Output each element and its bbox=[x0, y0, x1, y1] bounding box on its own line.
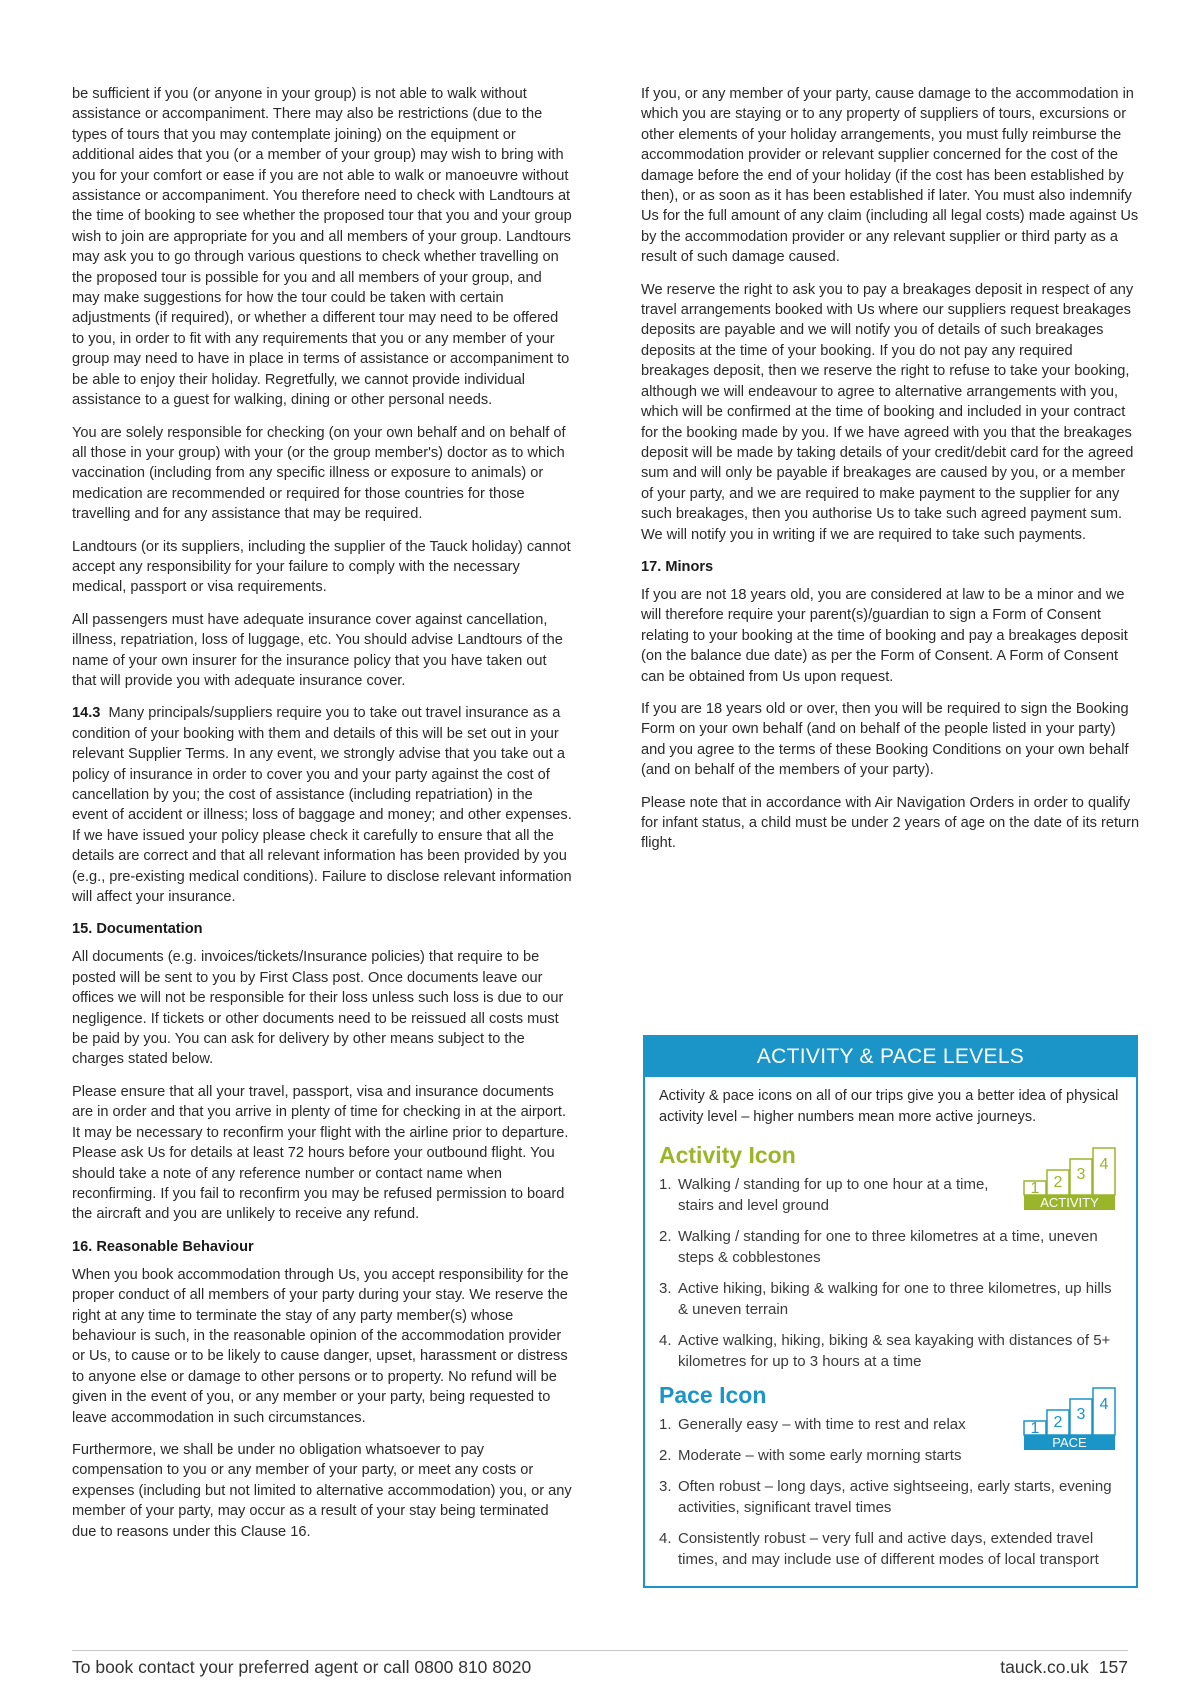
paragraph: be sufficient if you (or anyone in your group) is not able to walk without assistance or accompaniment. There may also be restrictions (due to the types of tours that you may contemplate joining) on the equipment or additional aides that you (or a member of your group) may wish to bring with you for your comfort or ease if you are not able to walk or manoeuvre without assistance or accompaniment. You therefore need to check with Landtours at the time of booking to see whether the proposed tour that you and your group wish to join are appropriate for you and all members of your group. Landtours may ask you to go through various questions to check whether travelling on the proposed tour is possible for you and all members of your group, and may make suggestions for how the tour could be taken with certain adjustments (if required), or whether a different tour may need to be offered to you, in order to fit with any requirements that you or any member of your group may need to have in place in terms of assistance or accompaniment to be able to enjoy their holiday. Regretfully, we cannot provide individual assistance to a guest for walking, dining or other personal needs. bbox=[72, 86, 572, 409]
list-item: 1. Walking / standing for up to one hour at a time, stairs and level ground bbox=[659, 1176, 989, 1214]
paragraph: Please ensure that all your travel, passport, visa and insurance documents are in order and that you arrive in plenty of time for checking in at the airport. It may be necessary to reconfirm your flight with the airline prior to departure. Please ask Us for details at least 72 hours before your outbound flight. You should take a note of any reference number or contact name when reconfirming. If you fail to reconfirm you may be refused permission to board the aircraft and you are unlikely to receive any refund. bbox=[72, 1083, 569, 1223]
list-item: 4. Active walking, hiking, biking & sea kayaking with distances of 5+ kilometres for up to 3 hours at a time bbox=[659, 1332, 1111, 1370]
list-item: 3. Active hiking, biking & walking for one to three kilometres, up hills & uneven terrain bbox=[659, 1280, 1112, 1318]
clause-text: Many principals/suppliers require you to take out travel insurance as a condition of your booking with them and details of this will be set out in your relevant Supplier Terms. In any event, we strongly advise that you take out a policy of insurance in order to cover you and your party against the cost of cancellation by you; the cost of assistance (including repatriation) in the event of accident or illness; loss of baggage and money; and other expenses. If we have issued your policy please check it carefully to ensure that all the details are correct and that all relevant information has been provided by you (e.g., pre-existing medical conditions). Failure to disclose relevant information will affect your insurance. bbox=[72, 705, 572, 906]
section-heading-documentation: 15. Documentation bbox=[72, 921, 203, 938]
pace-level-icon bbox=[1022, 1387, 1118, 1451]
badge-number: 4 bbox=[1099, 1396, 1109, 1413]
paragraph: Furthermore, we shall be under no obligation whatsoever to pay compensation to you or any member of your party, or meet any costs or expenses (including but not limited to alternative accommodation) you, or any member of your party, may occur as a result of your stay being terminated due to reasons under this Clause 16. bbox=[72, 1441, 572, 1540]
right-column bbox=[641, 84, 1141, 866]
footer-right bbox=[1000, 1657, 1128, 1678]
pace-icon-title: Pace Icon bbox=[659, 1382, 767, 1408]
activity-pace-box bbox=[643, 1035, 1138, 1588]
footer-divider bbox=[72, 1650, 1128, 1651]
paragraph: If you are not 18 years old, you are considered at law to be a minor and we will therefore require your parent(s)/guardian to sign a Form of Consent relating to your booking at the time of booking and pay a breakages deposit (on the balance due date) as per the Form of Consent. A Form of Consent can be obtained from Us upon request. bbox=[641, 586, 1128, 685]
footer-contact: To book contact your preferred agent or call 0800 810 8020 bbox=[72, 1657, 532, 1677]
paragraph: When you book accommodation through Us, you accept responsibility for the proper conduct of all members of your party during your stay. We reserve the right at any time to terminate the stay of any party member(s) whose behaviour is such, in the reasonable opinion of the accommodation provider or Us, to cause or to be likely to cause danger, upset, harassment or distress to anyone else or damage to other persons or to property. No refund will be given in the event of you, or any member or your party, being requested to leave accommodation in such circumstances. bbox=[72, 1266, 569, 1426]
paragraph: Landtours (or its suppliers, including the supplier of the Tauck holiday) cannot accept any responsibility for your failure to comply with the necessary medical, passport or visa requirements. bbox=[72, 538, 571, 596]
list-item: 2. Walking / standing for one to three kilometres at a time, uneven steps & cobblestones bbox=[659, 1228, 1098, 1266]
activity-icon-title: Activity Icon bbox=[659, 1142, 796, 1168]
paragraph: All passengers must have adequate insurance cover against cancellation, illness, repatriation, loss of luggage, etc. You should advise Landtours of the name of your own insurer for the insurance policy that you have taken out that will provide you with adequate insurance cover. bbox=[72, 611, 563, 689]
paragraph: We reserve the right to ask you to pay a breakages deposit in respect of any travel arrangements booked with Us where our suppliers request breakages deposits are payable and we will notify you of details of such breakages deposits at the time of your booking. If you do not pay any required breakages deposit, then we reserve the right to refuse to take your booking, although we will endeavour to agree to alternative arrangements with you, which will be confirmed at the time of booking and included in your contract for the booking made by you. If we have agreed with you that the breakages deposit will be made by taking details of your credit/debit card for the agreed sum and will only be payable if breakages are caused by you, or a member of your party, and we are required to make payment to the supplier for any such breakages, then you authorise Us to take such agreed payment sum. We will notify you in writing if we are required to take such payments. bbox=[641, 281, 1134, 543]
page-number: 157 bbox=[1098, 1657, 1128, 1677]
activity-level-icon bbox=[1022, 1147, 1118, 1211]
paragraph-14-3 bbox=[72, 703, 572, 907]
badge-number: 3 bbox=[1076, 1406, 1086, 1423]
paragraph: If you are 18 years old or over, then you will be required to sign the Booking Form on your own behalf (and on behalf of the people listed in your party) and you agree to the terms of these Booking Conditions on your own behalf (and on behalf of the members of your party). bbox=[641, 700, 1129, 779]
badge-number: 1 bbox=[1030, 1420, 1040, 1437]
list-item: 1. Generally easy – with time to rest and relax bbox=[659, 1416, 966, 1433]
badge-label: ACTIVITY bbox=[1040, 1195, 1099, 1210]
box-intro: Activity & pace icons on all of our trips give you a better idea of physical activity level – higher numbers mean more active journeys. bbox=[659, 1088, 1119, 1125]
left-column bbox=[72, 84, 572, 1554]
badge-number: 4 bbox=[1099, 1156, 1109, 1173]
list-item: 3. Often robust – long days, active sightseeing, early starts, evening activities, significant travel times bbox=[659, 1478, 1112, 1516]
paragraph: Please note that in accordance with Air Navigation Orders in order to qualify for infant status, a child must be under 2 years of age on the date of its return flight. bbox=[641, 794, 1140, 852]
badge-number: 2 bbox=[1053, 1414, 1063, 1431]
list-item: 4. Consistently robust – very full and active days, extended travel times, and may include use of different modes of local transport bbox=[659, 1530, 1099, 1568]
section-heading-minors: 17. Minors bbox=[641, 558, 714, 575]
footer-website[interactable]: tauck.co.uk bbox=[1000, 1657, 1089, 1677]
section-heading-reasonable-behaviour: 16. Reasonable Behaviour bbox=[72, 1238, 254, 1255]
list-item: 2. Moderate – with some early morning starts bbox=[659, 1447, 962, 1464]
clause-number: 14.3 bbox=[72, 705, 101, 722]
badge-number: 1 bbox=[1030, 1180, 1040, 1197]
paragraph: You are solely responsible for checking (on your own behalf and on behalf of all those in your group) with your (or the group member's) doctor as to which vaccination (including from any specific illness or exposure to animals) or medication are recommended or required for those countries for those travelling and for any assistance that may be required. bbox=[72, 424, 566, 523]
badge-number: 3 bbox=[1076, 1166, 1086, 1183]
paragraph: If you, or any member of your party, cause damage to the accommodation in which you are staying or to any property of suppliers of tours, excursions or other elements of your holiday arrangements, you must fully reimburse the accommodation provider or relevant supplier concerned for the cost of the damage before the end of your holiday (if the cost has been established by then), or as soon as it has been established if later. You must also indemnify Us for the full amount of any claim (including all legal costs) made against Us by the accommodation provider or any relevant supplier or third party as a result of such damage caused. bbox=[641, 86, 1139, 266]
badge-label: PACE bbox=[1052, 1435, 1087, 1450]
box-header: ACTIVITY & PACE LEVELS bbox=[645, 1037, 1136, 1077]
badge-number: 2 bbox=[1053, 1174, 1063, 1191]
paragraph: All documents (e.g. invoices/tickets/Insurance policies) that require to be posted will be sent to you by First Class post. Once documents leave our offices we will not be responsible for their loss unless such loss is due to our negligence. If tickets or other documents need to be reissued all costs must be paid by you. You can ask for delivery by other means subject to the charges stated below. bbox=[72, 949, 564, 1068]
